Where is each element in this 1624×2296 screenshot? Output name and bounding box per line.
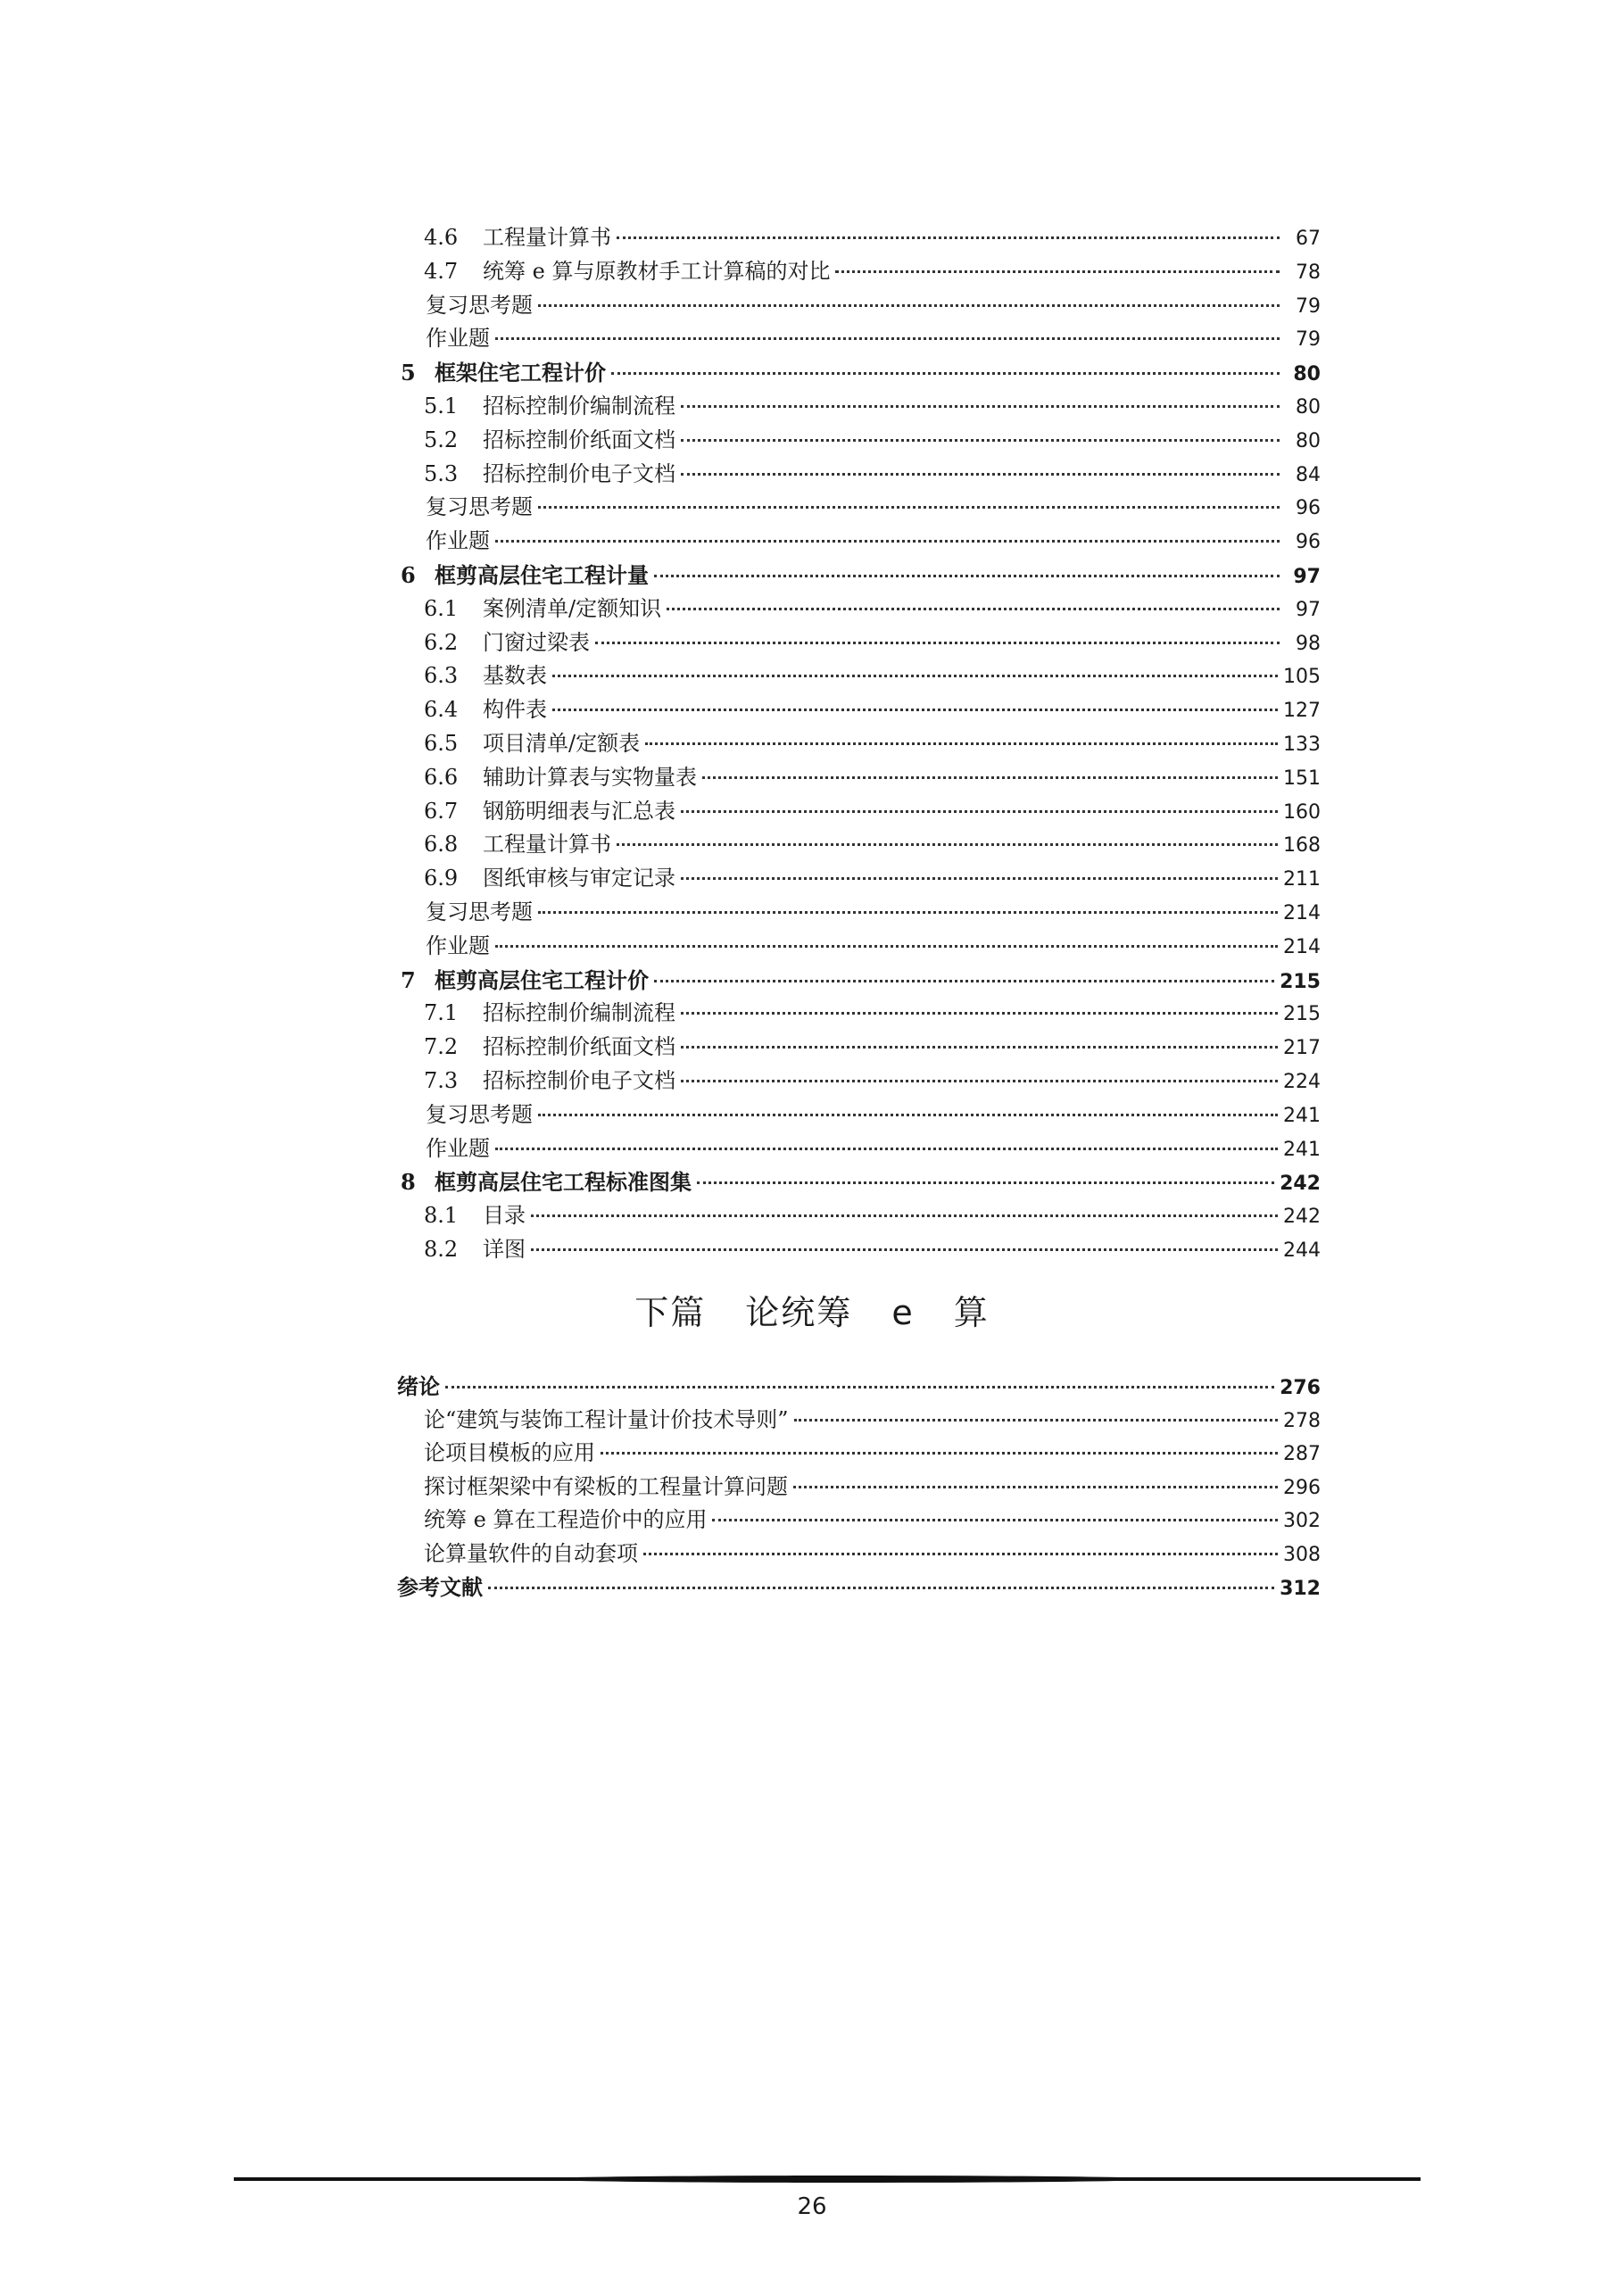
toc-entry [397, 964, 1321, 998]
toc-entry-page: 79 [1296, 328, 1321, 352]
toc-leader-dots [552, 671, 1278, 677]
toc-entry-page: 296 [1283, 1476, 1321, 1499]
toc-leader-dots [538, 301, 1280, 307]
toc-entry-title: 作业题 [426, 528, 490, 554]
toc-entry-title: 复习思考题 [426, 1101, 533, 1127]
toc-entry-title: 目录 [483, 1203, 526, 1229]
toc-entry-number: 6.1 [424, 595, 459, 621]
toc-entry-title: 作业题 [426, 326, 490, 352]
toc-leader-dots [681, 1042, 1278, 1049]
toc-entry-number: 8.2 [424, 1236, 459, 1262]
toc-entry-page: 302 [1283, 1510, 1321, 1532]
toc-leader-dots [595, 638, 1280, 644]
toc-entry-page: 215 [1283, 1003, 1321, 1026]
toc-entry-title: 钢筋明细表与汇总表 [483, 798, 675, 824]
toc-entry-title: 招标控制价编制流程 [483, 393, 675, 419]
toc-entry-number: 4.6 [424, 225, 459, 250]
toc-entry-title: 参考文献 [397, 1574, 483, 1600]
toc-entry-title: 招标控制价电子文档 [483, 460, 675, 486]
toc-leader-dots [611, 369, 1280, 375]
toc-entry-page: 217 [1283, 1037, 1321, 1060]
toc-entry-title: 项目清单/定额表 [483, 730, 641, 756]
toc-leader-dots [538, 908, 1278, 914]
toc-entry-title: 工程量计算书 [483, 832, 611, 858]
toc-entry-title: 探讨框架梁中有梁板的工程量计算问题 [424, 1473, 788, 1499]
toc-entry [397, 491, 1321, 525]
toc-entry-page: 80 [1293, 363, 1321, 386]
toc-leader-dots [645, 739, 1278, 745]
toc-entry-page: 244 [1283, 1239, 1321, 1262]
toc-leader-dots [601, 1448, 1278, 1455]
toc-entry [397, 289, 1321, 323]
toc-entry-page: 133 [1283, 733, 1321, 756]
toc-entry-title: 论项目模板的应用 [424, 1440, 595, 1465]
toc-entry-page: 168 [1283, 834, 1321, 858]
toc-leader-dots [712, 1515, 1278, 1521]
toc-leader-dots [681, 435, 1280, 442]
toc-entry [397, 255, 1321, 289]
toc-leader-dots [681, 402, 1280, 408]
toc-entry-page: 276 [1280, 1377, 1321, 1399]
toc-leader-dots [495, 334, 1280, 340]
toc-entry-page: 241 [1283, 1138, 1321, 1161]
toc-entry-title: 作业题 [426, 932, 490, 958]
toc-entry-page: 241 [1283, 1104, 1321, 1127]
toc-entry-title: 统筹 e 算与原教材手工计算稿的对比 [483, 258, 831, 284]
toc-leader-dots [681, 469, 1280, 476]
toc-entry [397, 930, 1321, 964]
toc-entry [397, 221, 1321, 255]
toc-entry-number: 5.2 [424, 427, 459, 452]
toc-entry-title: 作业题 [426, 1135, 490, 1161]
toc-entry [397, 1132, 1321, 1166]
toc-leader-dots [538, 502, 1280, 509]
toc-entry-page: 151 [1283, 767, 1321, 790]
toc-entry-title: 统筹 e 算在工程造价中的应用 [424, 1507, 708, 1532]
toc-entry-title: 招标控制价纸面文档 [483, 427, 675, 452]
toc-entry-page: 242 [1283, 1206, 1321, 1229]
toc-entry-title: 框架住宅工程计价 [435, 360, 606, 386]
toc-entry-title: 招标控制价纸面文档 [483, 1034, 675, 1060]
toc-entry [397, 1098, 1321, 1132]
toc-entry [397, 1065, 1321, 1098]
toc-entry [397, 828, 1321, 862]
toc-entry-page: 215 [1280, 970, 1321, 993]
toc-leader-dots [531, 1245, 1278, 1251]
toc-entry-number: 6.3 [424, 663, 459, 689]
toc-leader-dots [538, 1110, 1278, 1116]
toc-entry [397, 1199, 1321, 1233]
footer-rule-thick [535, 2176, 1160, 2183]
toc-leader-dots [654, 571, 1280, 577]
toc-entry [397, 1504, 1321, 1538]
toc-entry-page: 98 [1296, 632, 1321, 655]
toc-entry-page: 127 [1283, 700, 1321, 723]
toc-entry [397, 390, 1321, 424]
toc-entry-title: 图纸审核与审定记录 [483, 866, 675, 891]
toc-entry [397, 424, 1321, 458]
toc-entry-number: 8.1 [424, 1203, 459, 1229]
toc-entry-number: 6 [401, 561, 416, 588]
toc-entry-page: 79 [1296, 294, 1321, 318]
toc-entry-page: 287 [1283, 1443, 1321, 1465]
toc-entry-title: 框剪高层住宅工程计价 [435, 966, 649, 993]
toc-entry-title: 工程量计算书 [483, 225, 611, 250]
toc-entry [397, 795, 1321, 829]
toc-leader-dots [835, 267, 1280, 273]
toc-leader-dots [617, 233, 1280, 239]
toc-entry-number: 7.1 [424, 1000, 459, 1026]
toc-entry [397, 1404, 1321, 1438]
toc-leader-dots [531, 1211, 1278, 1217]
toc-entry-number: 8 [401, 1169, 416, 1196]
toc-entry-page: 214 [1283, 901, 1321, 924]
toc-entry [397, 862, 1321, 896]
toc-entry-page: 78 [1296, 261, 1321, 284]
toc-leader-dots [445, 1382, 1274, 1388]
toc-entry-number: 6.4 [424, 697, 459, 723]
toc-entry [397, 1571, 1321, 1604]
toc-entry-number: 6.2 [424, 629, 459, 655]
toc-leader-dots [552, 705, 1278, 711]
toc-leader-dots [793, 1482, 1278, 1488]
toc-entry-number: 7 [401, 966, 416, 993]
toc-entry-title: 论算量软件的自动套项 [424, 1540, 638, 1566]
page-number: 26 [797, 2193, 827, 2220]
toc-leader-dots [681, 874, 1278, 880]
toc-entry [397, 1370, 1321, 1404]
toc-entry-number: 6.8 [424, 832, 459, 858]
toc-entry [397, 693, 1321, 727]
toc-entry [397, 458, 1321, 492]
toc-entry [397, 1437, 1321, 1471]
toc-entry-title: 框剪高层住宅工程计量 [435, 561, 649, 588]
toc-entry-title: 招标控制价编制流程 [483, 1000, 675, 1026]
toc-entry [397, 626, 1321, 660]
toc-entry [397, 997, 1321, 1031]
toc-lower [397, 1370, 1321, 1604]
toc-entry-number: 5 [401, 360, 416, 386]
toc-entry-number: 4.7 [424, 258, 459, 284]
toc-entry [397, 727, 1321, 761]
toc-entry-title: 案例清单/定额知识 [483, 595, 662, 621]
toc-leader-dots [681, 807, 1278, 813]
toc-entry [397, 761, 1321, 795]
toc-entry-page: 96 [1296, 531, 1321, 554]
toc-entry-page: 308 [1283, 1543, 1321, 1566]
toc-entry-title: 基数表 [483, 663, 547, 689]
toc-entry-number: 5.3 [424, 460, 459, 486]
toc-entry-title: 绪论 [397, 1373, 440, 1399]
toc-leader-dots [681, 1076, 1278, 1082]
toc-entry-title: 框剪高层住宅工程标准图集 [435, 1169, 692, 1196]
toc-entry-page: 80 [1296, 429, 1321, 452]
toc-entry-number: 6.6 [424, 764, 459, 790]
toc-entry-page: 97 [1296, 598, 1321, 621]
toc-leader-dots [495, 1144, 1278, 1150]
toc-leader-dots [681, 1008, 1278, 1015]
toc-entry [397, 1471, 1321, 1504]
part-heading: 下篇 论统筹 e 算 [634, 1293, 990, 1332]
toc-entry-title: 复习思考题 [426, 899, 533, 924]
toc-entry-page: 160 [1283, 800, 1321, 824]
toc-entry-page: 97 [1293, 565, 1321, 588]
toc-entry-page: 96 [1296, 497, 1321, 520]
toc-entry-page: 80 [1296, 395, 1321, 419]
toc-leader-dots [697, 1178, 1274, 1184]
toc-entry-page: 312 [1280, 1578, 1321, 1600]
toc-entry [397, 1031, 1321, 1065]
toc-leader-dots [654, 976, 1274, 982]
toc-entry-title: 构件表 [483, 697, 547, 723]
toc-entry-title: 辅助计算表与实物量表 [483, 764, 697, 790]
toc-entry-page: 224 [1283, 1070, 1321, 1093]
toc-leader-dots [702, 773, 1278, 779]
toc-entry-title: 复习思考题 [426, 494, 533, 520]
toc-leader-dots [617, 840, 1278, 846]
toc-entry [397, 1538, 1321, 1571]
toc-entry-title: 门窗过梁表 [483, 629, 590, 655]
toc-entry [397, 1233, 1321, 1267]
toc-entry-page: 278 [1283, 1409, 1321, 1432]
toc-entry-page: 242 [1280, 1173, 1321, 1196]
toc-leader-dots [495, 536, 1280, 543]
toc-entry [397, 559, 1321, 593]
toc-entry-title: 详图 [483, 1236, 526, 1262]
toc-entry-number: 6.7 [424, 798, 459, 824]
toc-entry-number: 7.2 [424, 1034, 459, 1060]
toc-entry [397, 525, 1321, 559]
toc-entry [397, 356, 1321, 390]
toc-entry [397, 896, 1321, 930]
toc-entry-page: 105 [1283, 666, 1321, 689]
toc-entry-title: 论“建筑与装饰工程计量计价技术导则” [424, 1406, 789, 1432]
toc-upper [397, 221, 1321, 1267]
toc-leader-dots [667, 604, 1280, 610]
toc-entry-number: 7.3 [424, 1067, 459, 1093]
toc-entry-number: 5.1 [424, 393, 459, 419]
toc-entry [397, 322, 1321, 356]
toc-entry-number: 6.5 [424, 730, 459, 756]
toc-entry-title: 招标控制价电子文档 [483, 1067, 675, 1093]
toc-leader-dots [495, 941, 1278, 948]
toc-entry-page: 84 [1296, 463, 1321, 486]
toc-leader-dots [794, 1415, 1278, 1422]
toc-entry [397, 659, 1321, 693]
toc-leader-dots [488, 1583, 1274, 1589]
toc-entry [397, 593, 1321, 626]
toc-entry [397, 1165, 1321, 1199]
toc-leader-dots [643, 1549, 1278, 1555]
toc-entry-number: 6.9 [424, 866, 459, 891]
toc-entry-page: 211 [1283, 868, 1321, 891]
toc-entry-page: 214 [1283, 935, 1321, 958]
toc-entry-page: 67 [1296, 228, 1321, 250]
toc-entry-title: 复习思考题 [426, 292, 533, 318]
